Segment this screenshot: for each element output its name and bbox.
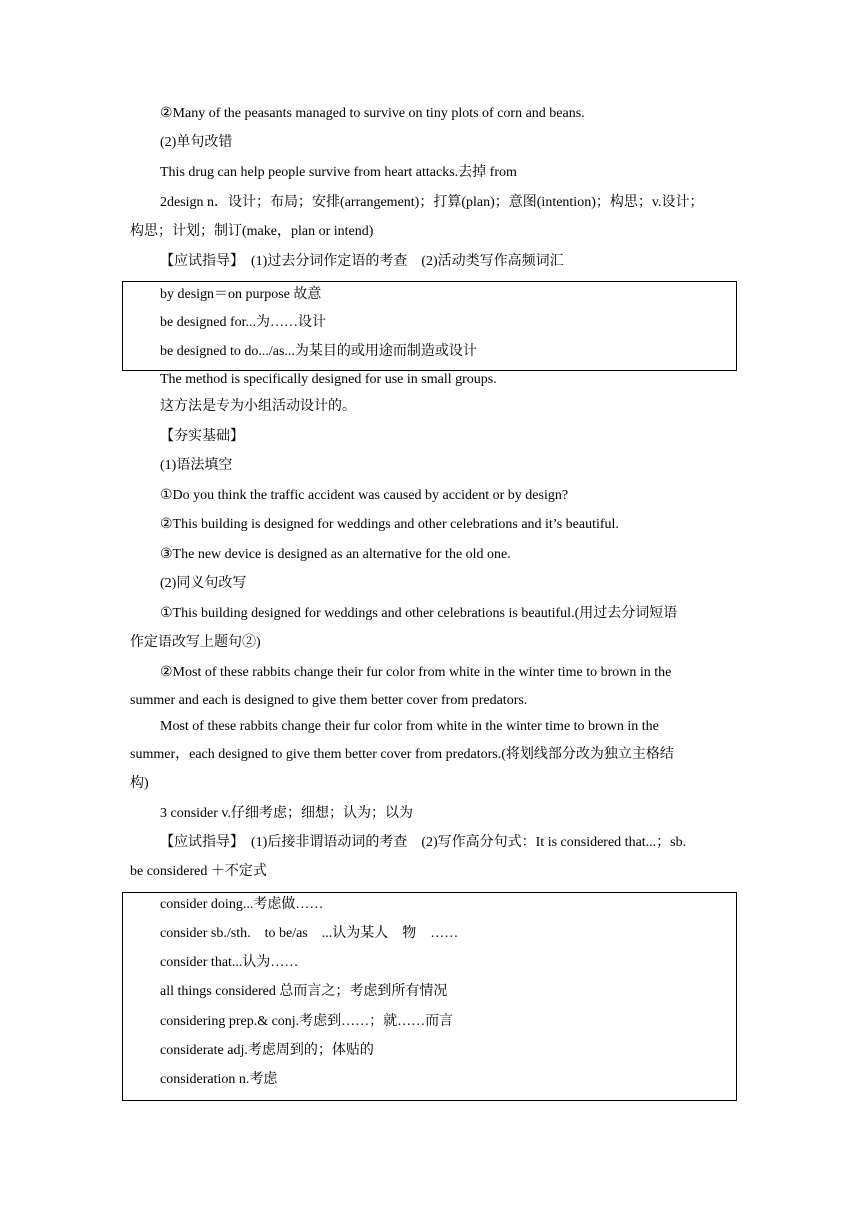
basics-heading: 【夯实基础】 (160, 429, 244, 444)
rewrite-title: (2)同义句改写 (160, 576, 247, 591)
design-phrase: be designed to do.../as...为某目的或用途而制造或设计 (160, 344, 477, 359)
grammar-fill-item: ①Do you think the traffic accident was caused by accident or by design? (160, 488, 569, 503)
consider-phrase: consider doing...考虑做…… (160, 897, 324, 912)
consider-phrase: all things considered 总而言之；考虑到所有情况 (160, 984, 448, 999)
error-correction-title: (2)单句改错 (160, 135, 233, 150)
consider-phrase: considering prep.& conj.考虑到……；就……而言 (160, 1014, 454, 1029)
survive-example: ②Many of the peasants managed to survive on tiny plots of corn and beans. (160, 106, 585, 121)
consider-exam-guide-line1: 【应试指导】 (1)后接非谓语动词的考查 (2)写作高分句式：It is considered that...；sb. (160, 835, 687, 850)
consider-phrase: consider sb./sth. to be/as ...认为某人 物 …… (160, 926, 459, 941)
grammar-fill-item: ②This building is designed for weddings and other celebrations and it’s beautiful. (160, 517, 619, 532)
consider-phrase: consideration n.考虑 (160, 1072, 278, 1087)
rewrite-item2-line2: summer and each is designed to give them better cover from predators. (130, 693, 528, 708)
design-definition-line1: 2design n．设计；布局；安排(arrangement)；打算(plan)；意图(intention)；构思；v.设计； (160, 195, 704, 210)
consider-phrase-box (122, 892, 737, 1101)
grammar-fill-title: (1)语法填空 (160, 458, 233, 473)
consider-phrase: consider that...认为…… (160, 955, 299, 970)
design-definition-line2: 构思；计划；制订(make，plan or intend) (130, 224, 374, 239)
design-example-english: The method is specifically designed for use in small groups. (160, 372, 497, 387)
consider-phrase: considerate adj.考虑周到的；体贴的 (160, 1043, 374, 1058)
consider-exam-guide-line2: be considered ＋不定式 (130, 864, 267, 879)
rewrite-answer-line2: summer，each designed to give them better cover from predators.(将划线部分改为独立主格结 (130, 747, 674, 762)
design-exam-guide: 【应试指导】 (1)过去分词作定语的考查 (2)活动类写作高频词汇 (160, 254, 564, 269)
error-correction-sentence: This drug can help people survive from heart attacks.去掉 from (160, 165, 517, 180)
rewrite-item2-line1: ②Most of these rabbits change their fur color from white in the winter time to brown in the (160, 665, 672, 680)
design-phrase: be designed for...为……设计 (160, 315, 327, 330)
consider-definition: 3 consider v.仔细考虑；细想；认为；以为 (160, 806, 414, 821)
grammar-fill-item: ③The new device is designed as an alternative for the old one. (160, 547, 511, 562)
design-example-chinese: 这方法是专为小组活动设计的。 (160, 399, 356, 414)
rewrite-item1-line1: ①This building designed for weddings and other celebrations is beautiful.(用过去分词短语 (160, 606, 678, 621)
rewrite-item1-line2: 作定语改写上题句②) (130, 635, 261, 650)
design-phrase: by design＝on purpose 故意 (160, 287, 322, 302)
design-phrase-box (122, 281, 737, 371)
rewrite-answer-line3: 构) (130, 776, 149, 791)
rewrite-answer-line1: Most of these rabbits change their fur color from white in the winter time to brown in the (160, 719, 659, 734)
